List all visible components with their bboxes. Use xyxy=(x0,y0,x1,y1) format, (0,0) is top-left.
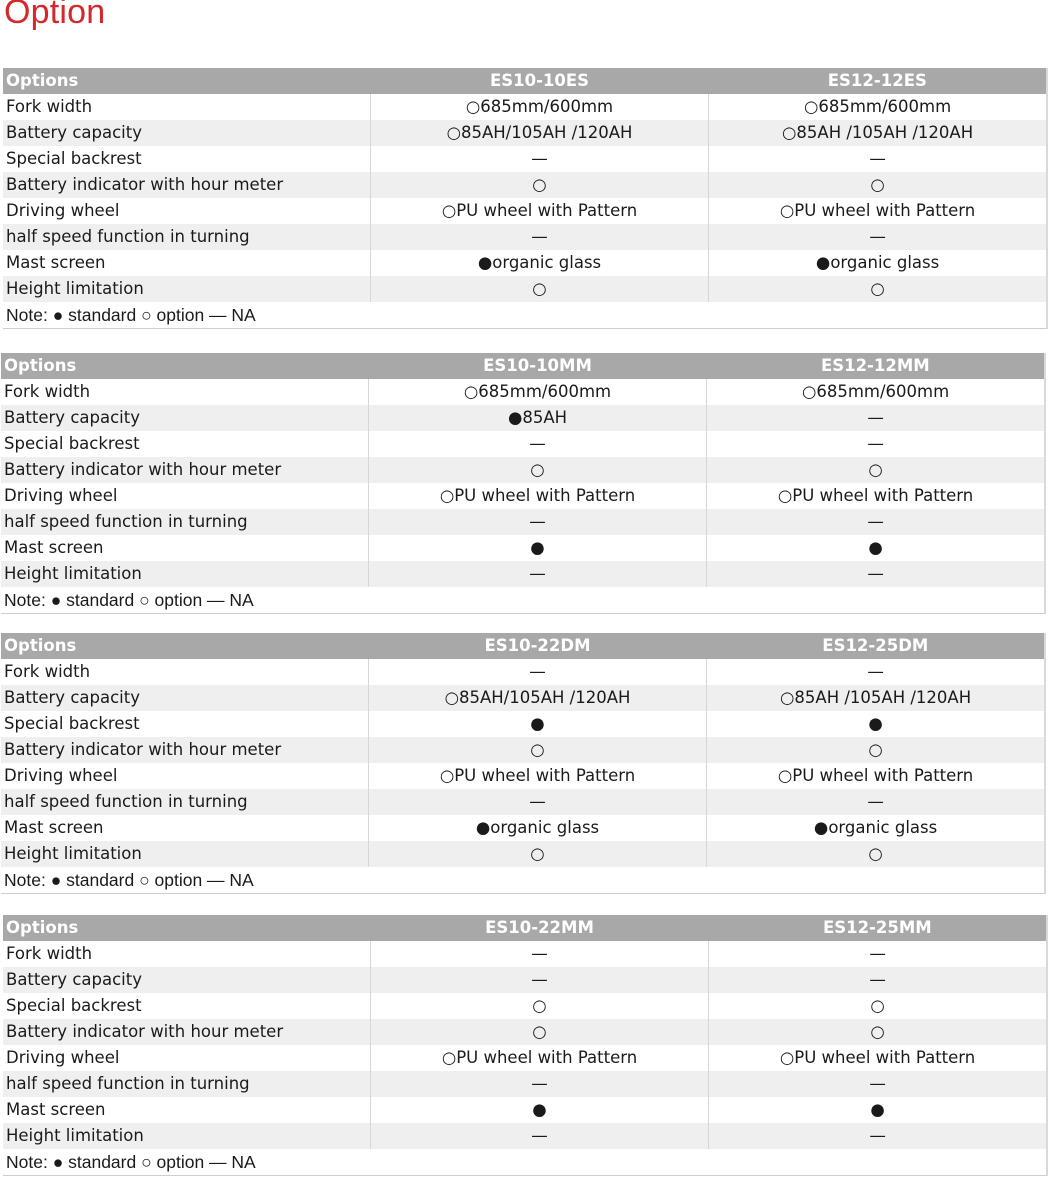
row-value: ○ xyxy=(707,457,1045,483)
row-value: ○ xyxy=(707,841,1045,867)
row-value: ○685mm/600mm xyxy=(368,379,706,405)
row-value: — xyxy=(368,789,706,815)
table-row xyxy=(3,967,1047,993)
row-value: — xyxy=(370,146,708,172)
options-header: Options xyxy=(1,633,368,659)
table-row xyxy=(1,815,1045,841)
row-value: ○85AH /105AH /120AH xyxy=(707,685,1045,711)
row-value: ○PU wheel with Pattern xyxy=(707,763,1045,789)
table-row xyxy=(1,379,1045,405)
model-header: ES12-25DM xyxy=(707,633,1045,659)
row-label: Battery indicator with hour meter xyxy=(1,457,368,483)
note-row xyxy=(1,867,1045,894)
row-value: — xyxy=(707,431,1045,457)
row-value: ● xyxy=(368,711,706,737)
row-value: — xyxy=(709,1071,1047,1097)
model-header: ES12-12MM xyxy=(707,353,1045,379)
legend-note: Note: ● standard ○ option — NA xyxy=(3,302,1047,329)
row-value: — xyxy=(707,509,1045,535)
legend-note: Note: ● standard ○ option — NA xyxy=(1,587,1045,614)
row-value: ○685mm/600mm xyxy=(707,379,1045,405)
row-value: — xyxy=(370,1071,708,1097)
model-header: ES10-10MM xyxy=(368,353,706,379)
row-value: ○ xyxy=(368,841,706,867)
row-label: Fork width xyxy=(3,94,370,120)
row-value: — xyxy=(707,405,1045,431)
row-label: Battery capacity xyxy=(1,405,368,431)
table-row xyxy=(1,483,1045,509)
row-value: ○PU wheel with Pattern xyxy=(709,1045,1047,1071)
row-label: Battery indicator with hour meter xyxy=(3,172,370,198)
row-value: ○ xyxy=(368,737,706,763)
row-value: ● xyxy=(709,1097,1047,1123)
row-value: — xyxy=(368,431,706,457)
row-label: half speed function in turning xyxy=(3,1071,370,1097)
row-value: — xyxy=(709,146,1047,172)
row-label: Fork width xyxy=(1,659,368,685)
table-row xyxy=(3,120,1047,146)
row-value: ●organic glass xyxy=(709,250,1047,276)
note-row xyxy=(1,587,1045,614)
option-table-1 xyxy=(3,68,1048,329)
table-row xyxy=(3,224,1047,250)
options-header: Options xyxy=(3,68,370,94)
row-value: ○ xyxy=(370,276,708,302)
row-label: Driving wheel xyxy=(1,763,368,789)
row-label: Battery capacity xyxy=(3,967,370,993)
table-row xyxy=(3,198,1047,224)
row-value: ○ xyxy=(370,172,708,198)
row-value: ○ xyxy=(709,172,1047,198)
model-header: ES10-22DM xyxy=(368,633,706,659)
table-row xyxy=(1,737,1045,763)
model-header: ES12-12ES xyxy=(709,68,1047,94)
table-row xyxy=(3,1019,1047,1045)
table-row xyxy=(1,763,1045,789)
table-row xyxy=(3,146,1047,172)
row-label: Battery indicator with hour meter xyxy=(3,1019,370,1045)
row-value: — xyxy=(709,941,1047,967)
table-header-row xyxy=(1,633,1045,659)
row-label: Mast screen xyxy=(1,815,368,841)
table-row xyxy=(1,405,1045,431)
row-label: Fork width xyxy=(3,941,370,967)
row-value: ○ xyxy=(370,1019,708,1045)
row-value: — xyxy=(370,967,708,993)
row-label: Mast screen xyxy=(3,1097,370,1123)
table-row xyxy=(1,789,1045,815)
row-value: ○85AH /105AH /120AH xyxy=(709,120,1047,146)
model-header: ES10-22MM xyxy=(370,915,708,941)
table-row xyxy=(3,993,1047,1019)
table-row xyxy=(3,1071,1047,1097)
row-value: ● xyxy=(707,711,1045,737)
table-row xyxy=(1,535,1045,561)
row-value: — xyxy=(370,224,708,250)
row-value: ○PU wheel with Pattern xyxy=(707,483,1045,509)
row-value: — xyxy=(709,967,1047,993)
option-table-2 xyxy=(1,353,1046,614)
row-value: ○PU wheel with Pattern xyxy=(709,198,1047,224)
row-value: — xyxy=(709,1123,1047,1149)
row-label: Special backrest xyxy=(3,146,370,172)
table-row xyxy=(1,711,1045,737)
row-value: ● xyxy=(370,1097,708,1123)
row-label: Height limitation xyxy=(1,841,368,867)
note-row xyxy=(3,1149,1047,1176)
row-value: — xyxy=(368,509,706,535)
table-row xyxy=(1,685,1045,711)
table-row xyxy=(1,659,1045,685)
table-row xyxy=(3,1045,1047,1071)
row-label: Mast screen xyxy=(3,250,370,276)
row-value: ○ xyxy=(709,1019,1047,1045)
options-header: Options xyxy=(1,353,368,379)
row-value: — xyxy=(370,941,708,967)
table-row xyxy=(1,431,1045,457)
table-row xyxy=(3,250,1047,276)
legend-note: Note: ● standard ○ option — NA xyxy=(1,867,1045,894)
row-label: Mast screen xyxy=(1,535,368,561)
model-header: ES10-10ES xyxy=(370,68,708,94)
table-header-row xyxy=(1,353,1045,379)
row-value: ○85AH/105AH /120AH xyxy=(368,685,706,711)
table-row xyxy=(3,172,1047,198)
row-value: ● xyxy=(707,535,1045,561)
row-label: Special backrest xyxy=(1,431,368,457)
table-header-row xyxy=(3,915,1047,941)
row-label: Fork width xyxy=(1,379,368,405)
row-label: Special backrest xyxy=(1,711,368,737)
row-label: Battery indicator with hour meter xyxy=(1,737,368,763)
row-label: Battery capacity xyxy=(3,120,370,146)
table-row xyxy=(3,1097,1047,1123)
row-value: ●organic glass xyxy=(707,815,1045,841)
row-value: ○ xyxy=(709,993,1047,1019)
table-row xyxy=(3,941,1047,967)
page-title: Option xyxy=(4,0,106,31)
row-value: ○PU wheel with Pattern xyxy=(370,1045,708,1071)
row-label: half speed function in turning xyxy=(3,224,370,250)
row-label: half speed function in turning xyxy=(1,789,368,815)
row-label: Special backrest xyxy=(3,993,370,1019)
row-label: Driving wheel xyxy=(3,198,370,224)
row-value: ○ xyxy=(707,737,1045,763)
row-value: — xyxy=(368,561,706,587)
row-value: — xyxy=(707,659,1045,685)
row-value: — xyxy=(707,789,1045,815)
row-value: ○PU wheel with Pattern xyxy=(368,763,706,789)
table-header-row xyxy=(3,68,1047,94)
row-label: Height limitation xyxy=(3,276,370,302)
row-value: ●organic glass xyxy=(368,815,706,841)
row-value: ○ xyxy=(368,457,706,483)
row-value: ●organic glass xyxy=(370,250,708,276)
row-value: ○PU wheel with Pattern xyxy=(370,198,708,224)
row-label: Driving wheel xyxy=(1,483,368,509)
model-header: ES12-25MM xyxy=(709,915,1047,941)
note-row xyxy=(3,302,1047,329)
row-label: Height limitation xyxy=(1,561,368,587)
table-row xyxy=(1,509,1045,535)
option-table-3 xyxy=(1,633,1046,894)
legend-note: Note: ● standard ○ option — NA xyxy=(3,1149,1047,1176)
row-label: Driving wheel xyxy=(3,1045,370,1071)
row-value: ●85AH xyxy=(368,405,706,431)
table-row xyxy=(1,841,1045,867)
table-row xyxy=(3,94,1047,120)
table-row xyxy=(1,457,1045,483)
row-value: — xyxy=(709,224,1047,250)
row-value: — xyxy=(707,561,1045,587)
row-value: — xyxy=(368,659,706,685)
row-value: ○685mm/600mm xyxy=(709,94,1047,120)
row-value: ○PU wheel with Pattern xyxy=(368,483,706,509)
row-label: Height limitation xyxy=(3,1123,370,1149)
option-table-4 xyxy=(3,915,1048,1176)
row-label: Battery capacity xyxy=(1,685,368,711)
row-value: ○ xyxy=(709,276,1047,302)
row-value: ○ xyxy=(370,993,708,1019)
row-value: ● xyxy=(368,535,706,561)
table-row xyxy=(1,561,1045,587)
row-value: ○85AH/105AH /120AH xyxy=(370,120,708,146)
row-label: half speed function in turning xyxy=(1,509,368,535)
options-header: Options xyxy=(3,915,370,941)
table-row xyxy=(3,276,1047,302)
row-value: ○685mm/600mm xyxy=(370,94,708,120)
row-value: — xyxy=(370,1123,708,1149)
table-row xyxy=(3,1123,1047,1149)
